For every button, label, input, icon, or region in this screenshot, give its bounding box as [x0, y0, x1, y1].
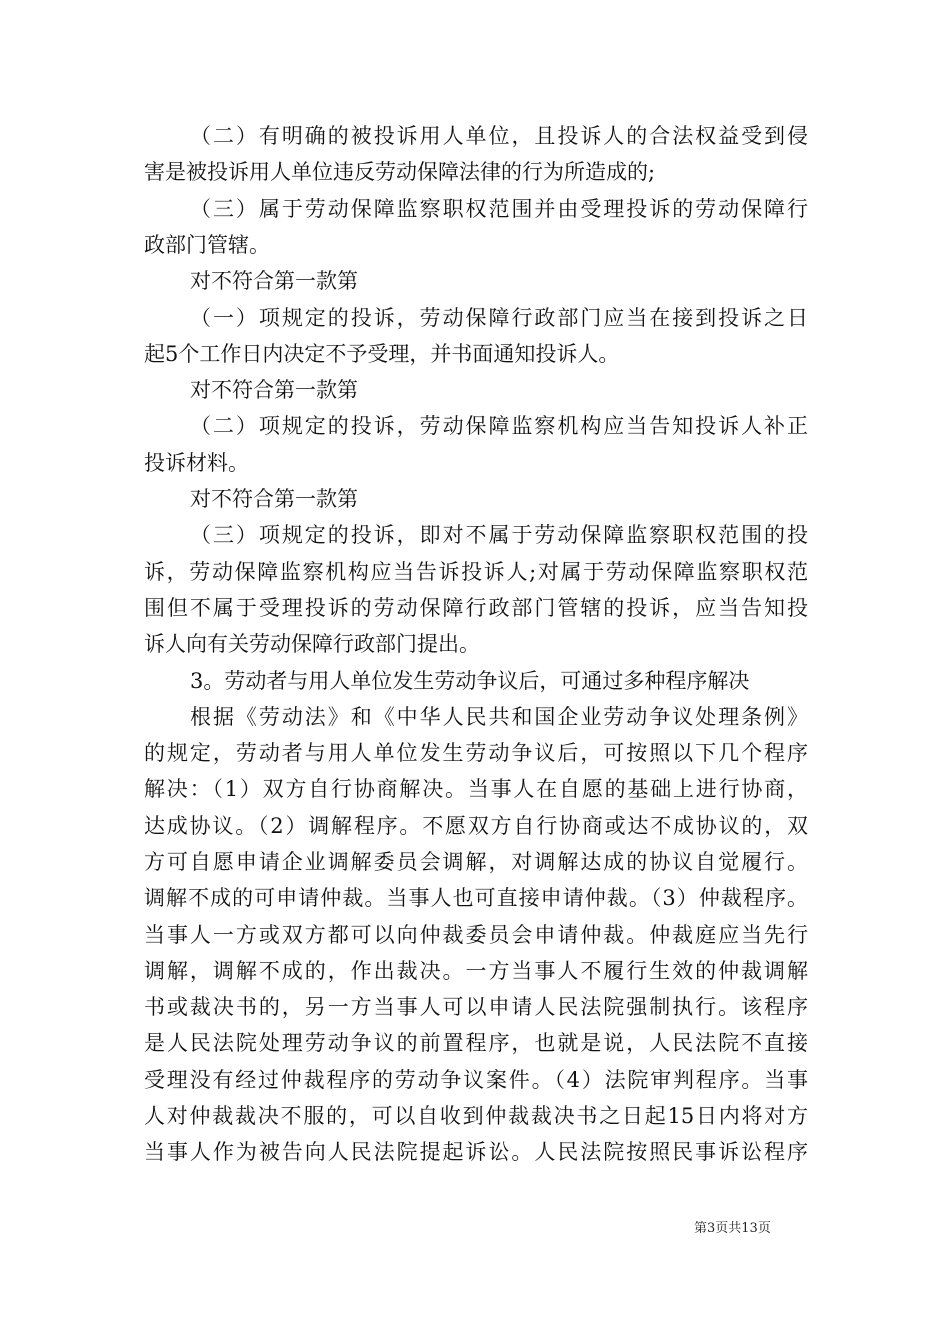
text-line: 方可自愿申请企业调解委员会调解，对调解达成的协议自觉履行。 [144, 850, 808, 874]
text-line: 诉人向有关劳动保障行政部门提出。 [144, 632, 480, 656]
text-line: 对不符合第一款第 [190, 378, 358, 402]
text-line: （三）属于劳动保障监察职权范围并由受理投诉的劳动保障行 [190, 197, 808, 221]
text-line: 起5个工作日内决定不予受理，并书面通知投诉人。 [144, 342, 620, 366]
text-line: 对不符合第一款第 [190, 269, 358, 293]
text-line: 的规定，劳动者与用人单位发生劳动争议后，可按照以下几个程序 [144, 741, 808, 765]
text-line: （一）项规定的投诉，劳动保障行政部门应当在接到投诉之日 [190, 306, 808, 330]
text-line: 围但不属于受理投诉的劳动保障行政部门管辖的投诉，应当告知投 [144, 596, 808, 620]
text-line: 3。劳动者与用人单位发生劳动争议后，可通过多种程序解决 [190, 669, 750, 693]
text-line: （二）有明确的被投诉用人单位，且投诉人的合法权益受到侵 [190, 124, 808, 148]
text-line: 人对仲裁裁决不服的，可以自收到仲裁裁决书之日起15日内将对方 [144, 1104, 808, 1128]
text-line: 当事人作为被告向人民法院提起诉讼。人民法院按照民事诉讼程序 [144, 1140, 808, 1164]
text-line: 调解不成的可申请仲裁。当事人也可直接申请仲裁。（3）仲裁程序。 [144, 886, 808, 910]
text-line: 解决：（1）双方自行协商解决。当事人在自愿的基础上进行协商， [144, 777, 808, 801]
text-line: （二）项规定的投诉，劳动保障监察机构应当告知投诉人补正 [190, 414, 808, 438]
text-line: 对不符合第一款第 [190, 487, 358, 511]
text-line: 根据《劳动法》和《中华人民共和国企业劳动争议处理条例》 [190, 705, 808, 729]
text-line: 投诉材料。 [144, 451, 249, 475]
text-line: （三）项规定的投诉，即对不属于劳动保障监察职权范围的投 [190, 523, 808, 547]
text-line: 受理没有经过仲裁程序的劳动争议案件。（4）法院审判程序。当事 [144, 1068, 808, 1092]
text-line: 是人民法院处理劳动争议的前置程序，也就是说，人民法院不直接 [144, 1031, 808, 1055]
text-line: 政部门管辖。 [144, 233, 270, 257]
text-line: 调解，调解不成的，作出裁决。一方当事人不履行生效的仲裁调解 [144, 959, 808, 983]
text-line: 达成协议。（2）调解程序。不愿双方自行协商或达不成协议的，双 [144, 814, 808, 838]
text-line: 害是被投诉用人单位违反劳动保障法律的行为所造成的; [144, 160, 656, 184]
text-line: 当事人一方或双方都可以向仲裁委员会申请仲裁。仲裁庭应当先行 [144, 923, 808, 947]
text-line: 诉，劳动保障监察机构应当告诉投诉人;对属于劳动保障监察职权范 [144, 560, 808, 584]
text-line: 书或裁决书的，另一方当事人可以申请人民法院强制执行。该程序 [144, 995, 808, 1019]
page-number: 第3页共13页 [694, 1221, 771, 1236]
